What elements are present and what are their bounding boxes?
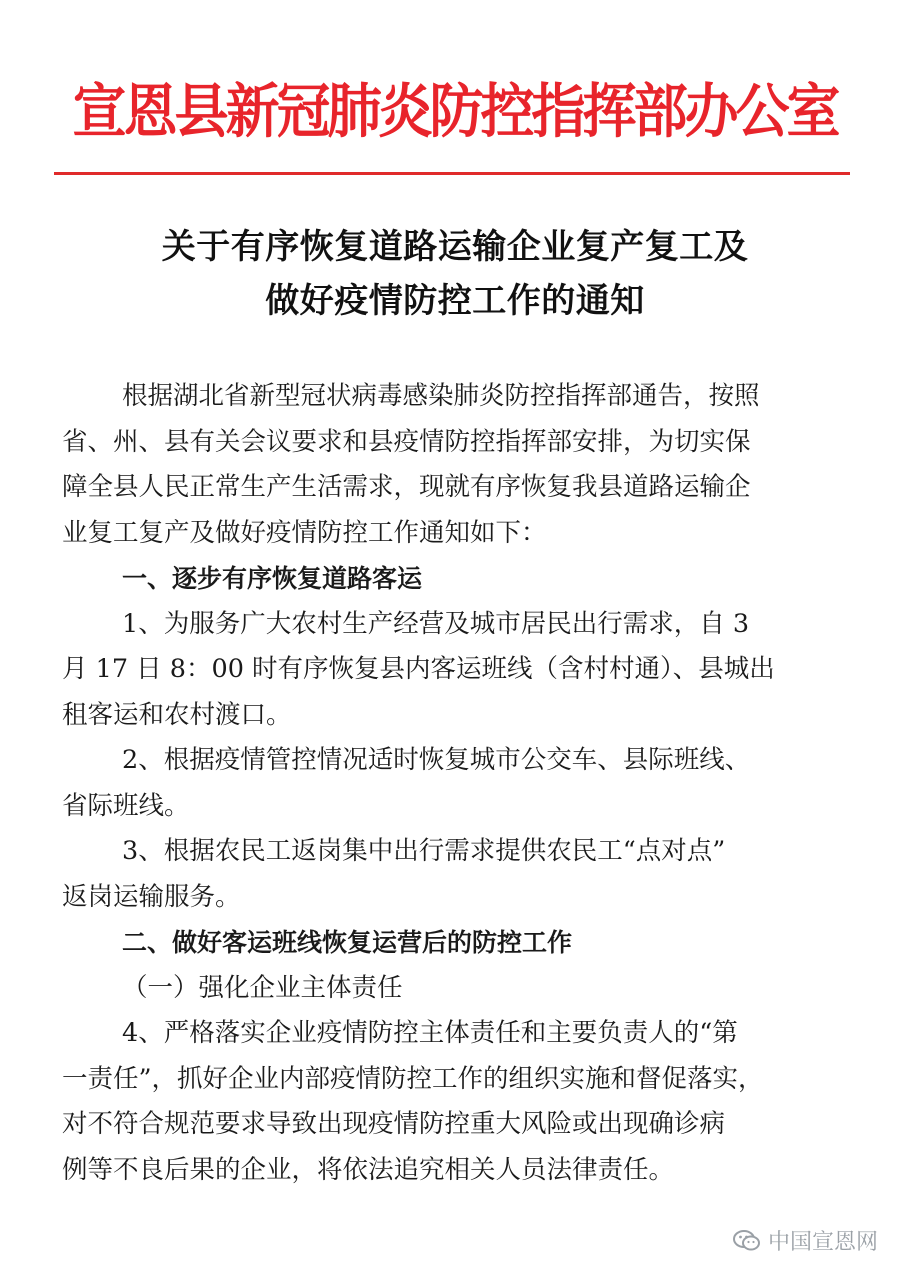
section-heading-2: 二、做好客运班线恢复运营后的防控工作 [122, 928, 573, 957]
issuing-office-header: 宣恩县新冠肺炎防控指挥部办公室 [72, 77, 838, 146]
watermark-text: 中国宣恩网 [767, 1230, 878, 1255]
item-3-line-1: 3、根据农民工返岗集中出行需求提供农民工“点对点” [122, 836, 726, 866]
wechat-icon [732, 1228, 762, 1254]
item-4-line-1: 4、严格落实企业疫情防控主体责任和主要负责人的“第 [122, 1018, 738, 1048]
item-4-line-4: 例等不良后果的企业，将依法追究相关人员法律责任。 [62, 1154, 675, 1185]
subsection-heading-1: （一）强化企业主体责任 [122, 972, 403, 1003]
source-watermark [732, 1225, 878, 1256]
body-paragraph-intro-line-2: 省、州、县有关会议要求和县疫情防控指挥部安排，为切实保 [62, 426, 751, 457]
item-1-line-3: 租客运和农村渡口。 [62, 699, 292, 730]
item-2-line-1: 2、根据疫情管控情况适时恢复城市公交车、县际班线、 [122, 745, 751, 775]
item-3-line-2: 返岗运输服务。 [62, 881, 241, 912]
body-paragraph-intro-line-4: 业复工复产及做好疫情防控工作通知如下： [62, 517, 547, 548]
item-1-line-1: 1、为服务广大农村生产经营及城市居民出行需求，自 3 [122, 608, 750, 639]
item-4-line-3: 对不符合规范要求导致出现疫情防控重大风险或出现确诊病 [62, 1109, 726, 1139]
document-title-line-1: 关于有序恢复道路运输企业复产复工及 [161, 227, 749, 267]
body-paragraph-intro-line-3: 障全县人民正常生产生活需求，现就有序恢复我县道路运输企 [62, 472, 751, 502]
item-1-line-2: 月 17 日 8：00 时有序恢复县内客运班线（含村村通）、县城出 [62, 654, 775, 684]
item-4-line-2: 一责任”，抓好企业内部疫情防控工作的组织实施和督促落实， [62, 1063, 764, 1094]
document-body [62, 374, 852, 1193]
header-red-rule [54, 172, 850, 175]
body-paragraph-intro-line-1: 根据湖北省新型冠状病毒感染肺炎防控指挥部通告，按照 [122, 381, 760, 411]
section-heading-1: 一、逐步有序恢复道路客运 [122, 564, 423, 593]
item-2-line-2: 省际班线。 [62, 790, 190, 821]
document-title [40, 220, 870, 328]
document-title-line-2: 做好疫情防控工作的通知 [265, 281, 645, 321]
